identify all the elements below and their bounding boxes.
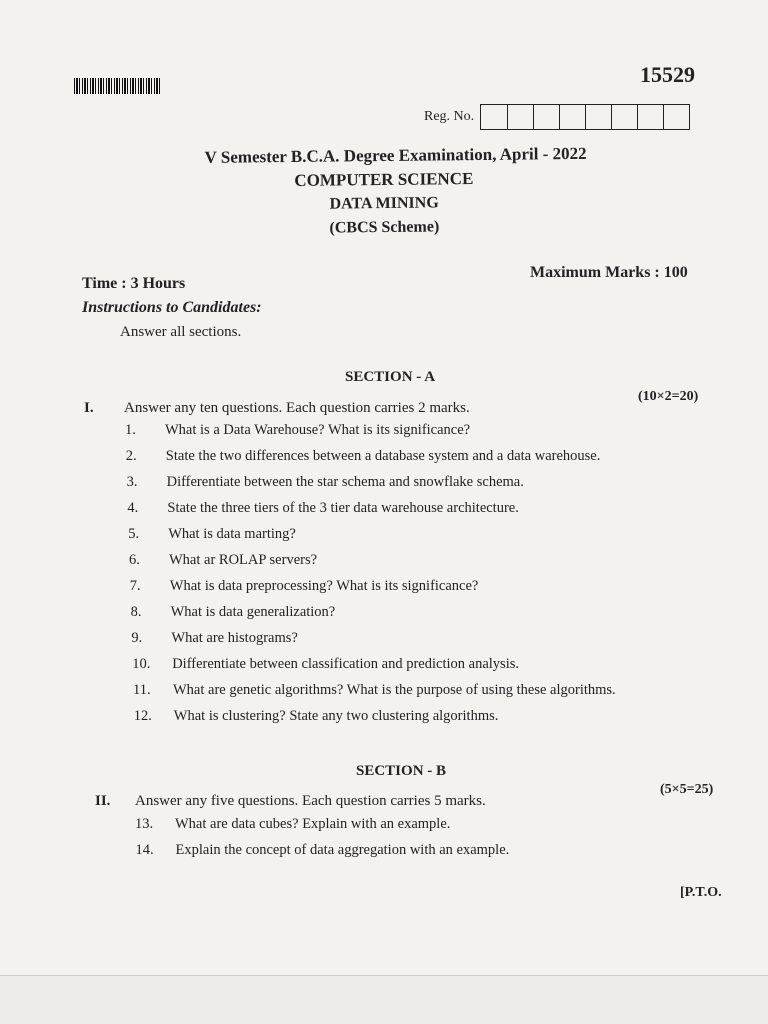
question-item — [136, 842, 510, 859]
question-item — [128, 526, 296, 543]
question-number: 6. — [129, 552, 140, 568]
instructions-label: Instructions to Candidates: — [82, 299, 262, 316]
question-number: 7. — [129, 578, 141, 594]
section-b-marks: (5×5=25) — [660, 782, 714, 797]
question-text: What is data generalization? — [170, 604, 336, 620]
question-item — [126, 448, 601, 465]
reg-no-box[interactable] — [533, 105, 559, 129]
question-item — [134, 708, 499, 725]
reg-no-box[interactable] — [637, 105, 663, 129]
question-item — [131, 630, 297, 647]
reg-no-label: Reg. No. — [424, 109, 475, 124]
question-number: 12. — [133, 708, 152, 724]
reg-no-field — [424, 104, 690, 130]
question-item — [130, 578, 479, 595]
question-text: What are genetic algorithms? What is the purpose of using these algorithms. — [173, 682, 616, 698]
question-text: What ar ROLAP servers? — [169, 552, 318, 568]
barcode-image — [74, 78, 160, 94]
reg-no-box[interactable] — [663, 105, 689, 129]
question-text: State the three tiers of the 3 tier data warehouse architecture. — [167, 500, 519, 516]
section-a-roman: I. — [84, 400, 94, 416]
reg-no-box[interactable] — [585, 105, 611, 129]
question-number: 8. — [130, 604, 142, 620]
question-number: 13. — [135, 816, 154, 832]
question-number: 11. — [133, 682, 151, 698]
section-a-marks: (10×2=20) — [638, 389, 699, 404]
exam-header — [0, 140, 768, 244]
question-text: What are data cubes? Explain with an example. — [175, 816, 451, 832]
subject-title: COMPUTER SCIENCE — [294, 169, 474, 190]
question-item — [131, 604, 336, 621]
instructions-text: Answer all sections. — [120, 324, 242, 340]
exam-title: V Semester B.C.A. Degree Examination, April - 2022 — [204, 143, 587, 167]
question-number: 5. — [128, 526, 140, 542]
question-number: 3. — [126, 474, 138, 490]
question-item — [132, 656, 519, 673]
question-number: 14. — [135, 841, 154, 858]
maximum-marks: Maximum Marks : 100 — [530, 264, 688, 281]
question-number: 4. — [127, 500, 139, 516]
reg-no-box[interactable] — [481, 105, 507, 129]
question-item — [135, 816, 450, 833]
question-text: What are histograms? — [171, 630, 298, 646]
reg-no-box[interactable] — [507, 105, 533, 129]
reg-no-box[interactable] — [559, 105, 585, 129]
question-text: Differentiate between the star schema and snowflake schema. — [166, 474, 524, 490]
question-text: Explain the concept of data aggregation with an example. — [175, 841, 510, 858]
question-item — [125, 422, 470, 439]
section-a-instruction-row — [84, 400, 470, 417]
question-text: What is data marting? — [168, 526, 296, 542]
paper-code: 15529 — [640, 62, 695, 87]
question-number: 1. — [125, 422, 136, 438]
question-number: 10. — [132, 656, 151, 672]
question-number: 9. — [131, 630, 143, 646]
time-allowed: Time : 3 Hours — [82, 275, 186, 292]
question-item — [129, 552, 317, 569]
question-number: 2. — [125, 448, 137, 464]
question-text: State the two differences between a database system and a data warehouse. — [165, 448, 601, 464]
question-text: What is clustering? State any two clustering algorithms. — [173, 708, 499, 724]
section-b-title: SECTION - B — [356, 763, 447, 779]
please-turn-over: [P.T.O. — [680, 885, 722, 900]
scheme-title: (CBCS Scheme) — [329, 218, 440, 237]
question-text: Differentiate between classification and prediction analysis. — [172, 656, 519, 672]
reg-no-box[interactable] — [611, 105, 637, 129]
question-item — [127, 500, 518, 517]
section-b-instruction: Answer any five questions. Each question carries 5 marks. — [135, 793, 486, 809]
question-item — [133, 682, 616, 699]
section-a-title: SECTION - A — [345, 369, 436, 385]
section-b-roman: II. — [95, 793, 111, 809]
question-text: What is a Data Warehouse? What is its significance? — [165, 422, 471, 438]
paper-title: DATA MINING — [329, 194, 439, 213]
question-text: What is data preprocessing? What is its significance? — [169, 578, 479, 594]
reg-no-boxes[interactable] — [480, 104, 690, 130]
section-a-instruction: Answer any ten questions. Each question carries 2 marks. — [124, 400, 470, 416]
question-item — [127, 474, 524, 491]
section-b-instruction-row — [95, 793, 486, 810]
